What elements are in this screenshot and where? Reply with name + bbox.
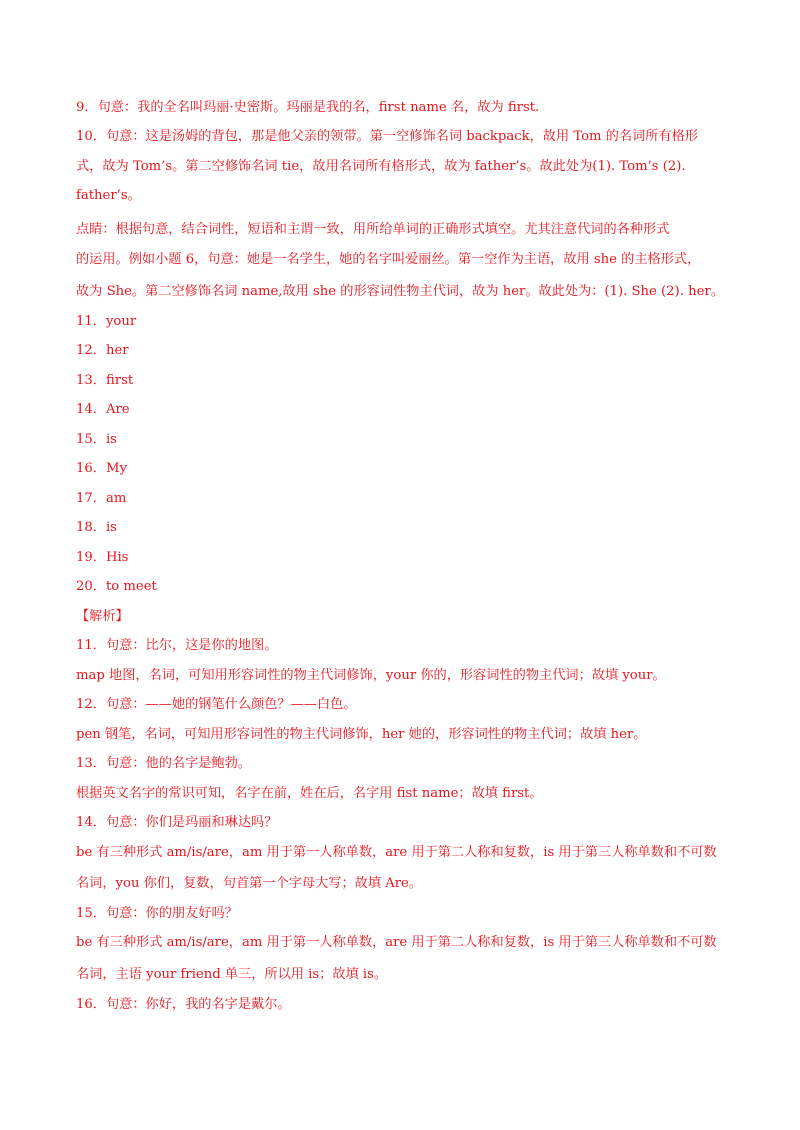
text-line: map 地图，名词，可知用形容词性的物主代词修饰，your 你的，形容词性的物主代词；故填 your。: [76, 668, 666, 683]
text-line: 14．句意：你们是玛丽和琳达吗？: [76, 815, 278, 830]
text-line: 名词，you 你们，复数，句首第一个字母大写；故填 Are。: [76, 876, 423, 891]
answer-item: 13．first: [76, 373, 134, 388]
text-line: 故为 She。第二空修饰名词 name,故用 she 的形容词性物主代词，故为 her。故此处为：(1). She (2). her。: [76, 284, 724, 299]
text-line: 16．句意：你好，我的名字是戴尔。: [76, 997, 291, 1012]
text-line: be 有三种形式 am/is/are，am 用于第一人称单数，are 用于第二人称和复数，is 用于第三人称单数和不可数: [76, 935, 717, 950]
answer-item: 20．to meet: [76, 579, 157, 594]
answer-item: 19．His: [76, 550, 129, 565]
answer-item: 15．is: [76, 432, 117, 447]
text-line: father’s。: [76, 188, 141, 203]
answer-item: 14．Are: [76, 402, 130, 417]
text-line: 点睛：根据句意，结合词性，短语和主谓一致，用所给单词的正确形式填空。尤其注意代词的各种形式: [76, 222, 670, 237]
text-line: 12．句意：——她的钢笔什么颜色？——白色。: [76, 697, 357, 712]
answer-item: 12．her: [76, 343, 129, 358]
text-line: 9．句意：我的全名叫玛丽·史密斯。玛丽是我的名，first name 名，故为 first.: [76, 100, 540, 115]
text-line: 的运用。例如小题 6，句意：她是一名学生，她的名字叫爱丽丝。第一空作为主语，故用 she 的主格形式，: [76, 252, 701, 267]
text-line: 根据英文名字的常识可知，名字在前，姓在后，名字用 fist name；故填 first。: [76, 786, 543, 801]
text-line: 15．句意：你的朋友好吗？: [76, 906, 238, 921]
section-heading: 【解析】: [76, 609, 129, 624]
answer-item: 18．is: [76, 520, 117, 535]
text-line: pen 钢笔，名词，可知用形容词性的物主代词修饰，her 她的，形容词性的物主代词；故填 her。: [76, 727, 647, 742]
text-line: 名词，主语 your friend 单三，所以用 is；故填 is。: [76, 967, 388, 982]
text-line: 10．句意：这是汤姆的背包，那是他父亲的领带。第一空修饰名词 backpack，故用 Tom 的名词所有格形: [76, 129, 699, 144]
answer-item: 17．am: [76, 491, 127, 506]
answer-item: 11．your: [76, 314, 137, 329]
answer-item: 16．My: [76, 461, 127, 476]
text-line: 13．句意：他的名字是鲍勃。: [76, 756, 252, 771]
text-line: be 有三种形式 am/is/are，am 用于第一人称单数，are 用于第二人称和复数，is 用于第三人称单数和不可数: [76, 845, 717, 860]
text-line: 11．句意：比尔，这是你的地图。: [76, 638, 278, 653]
text-line: 式，故为 Tom’s。第二空修饰名词 tie，故用名词所有格形式，故为 father’s。故此处为(1). Tom’s (2).: [76, 159, 686, 174]
